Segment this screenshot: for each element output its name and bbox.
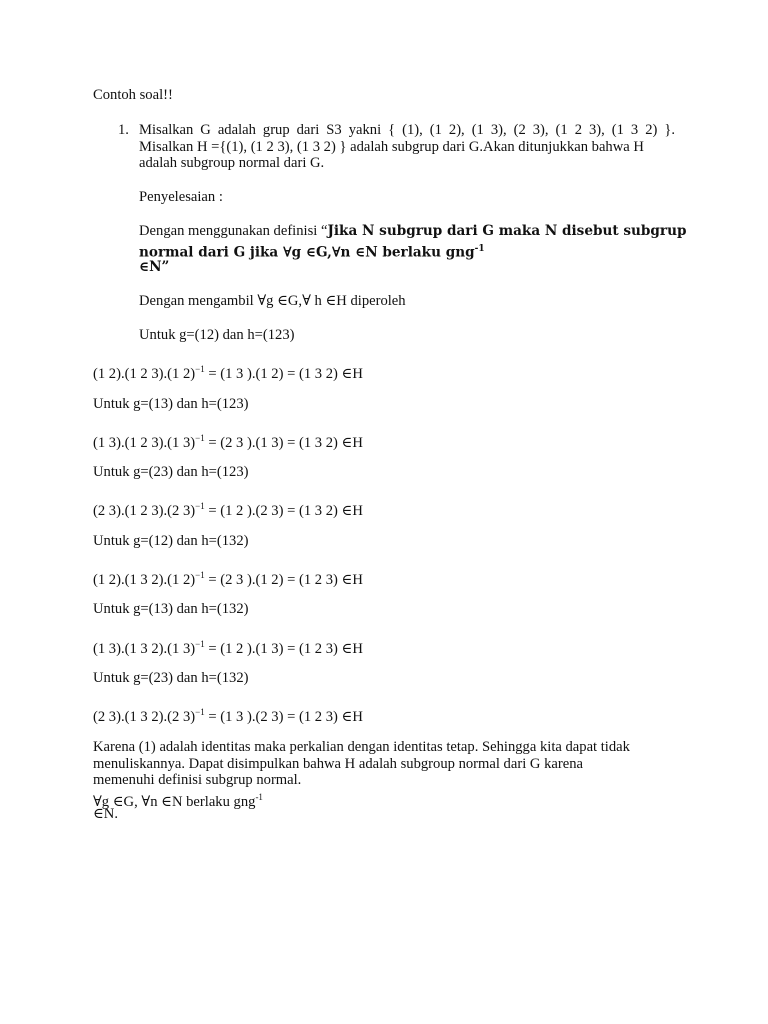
calc-a: (1 3).(1 3 2).(1 3) — [93, 640, 196, 657]
case-calculation — [93, 430, 363, 452]
taking-line: Dengan mengambil ∀g ∈G,∀ h ∈H diperoleh — [139, 293, 406, 309]
case-label: Untuk g=(23) dan h=(132) — [93, 670, 249, 686]
case-calculation — [93, 498, 363, 520]
calc-b: = (2 3 ).(1 3) = (1 3 2) ∈H — [204, 434, 363, 451]
list-number: 1. — [118, 122, 129, 138]
calc-b: = (1 3 ).(1 2) = (1 3 2) ∈H — [204, 365, 363, 382]
calc-b: = (1 3 ).(2 3) = (1 2 3) ∈H — [204, 708, 363, 725]
page-title: Contoh soal!! — [93, 87, 173, 103]
case-calculation — [93, 704, 363, 726]
calc-b: = (2 3 ).(1 2) = (1 2 3) ∈H — [204, 571, 363, 588]
case-calculation — [93, 361, 363, 383]
inverse-sup: −1 — [195, 570, 205, 580]
case-label: Untuk g=(12) dan h=(123) — [139, 327, 295, 343]
conclusion-sup: -1 — [255, 792, 263, 802]
case-label: Untuk g=(23) dan h=(123) — [93, 464, 249, 480]
definition-lead: Dengan menggunakan definisi “ — [139, 223, 328, 239]
definition-bold-1: Jika N subgrup dari G maka N disebut subgrup — [327, 223, 687, 239]
calc-a: (2 3).(1 3 2).(2 3) — [93, 708, 196, 725]
definition-sup: -1 — [474, 244, 485, 254]
conclusion-line-4 — [93, 789, 263, 811]
case-calculation — [93, 567, 363, 589]
problem-line-1: Misalkan G adalah grup dari S3 yakni { (1), (1 2), (1 3), (2 3), (1 2 3), (1 3 2) }. — [139, 122, 675, 138]
problem-line-2: Misalkan H ={(1), (1 2 3), (1 3 2) } adalah subgrup dari G.Akan ditunjukkan bahwa H — [139, 139, 644, 155]
calc-a: (1 2).(1 2 3).(1 2) — [93, 365, 196, 382]
definition-bold-2: normal dari G jika ∀g ∈G,∀n ∈N berlaku gng — [139, 244, 475, 261]
conclusion-line-1: Karena (1) adalah identitas maka perkalian dengan identitas tetap. Sehingga kita dapat tidak — [93, 739, 630, 755]
inverse-sup: −1 — [195, 433, 205, 443]
inverse-sup: −1 — [195, 364, 205, 374]
inverse-sup: −1 — [195, 639, 205, 649]
conclusion-line-5: ∈N. — [93, 806, 118, 822]
inverse-sup: −1 — [195, 501, 205, 511]
penyelesaian-label: Penyelesaian : — [139, 189, 223, 205]
conclusion-quantifiers: ∀g ∈G, ∀n ∈N berlaku gng — [93, 793, 256, 810]
calc-a: (1 3).(1 2 3).(1 3) — [93, 434, 196, 451]
calc-a: (2 3).(1 2 3).(2 3) — [93, 502, 196, 519]
calc-a: (1 2).(1 3 2).(1 2) — [93, 571, 196, 588]
calc-b: = (1 2 ).(1 3) = (1 2 3) ∈H — [204, 640, 363, 657]
case-label: Untuk g=(13) dan h=(132) — [93, 601, 249, 617]
definition-line-1 — [139, 223, 687, 240]
case-label: Untuk g=(13) dan h=(123) — [93, 396, 249, 412]
calc-b: = (1 2 ).(2 3) = (1 3 2) ∈H — [204, 502, 363, 519]
case-calculation — [93, 636, 363, 658]
definition-line-3: ∈N” — [139, 259, 170, 275]
conclusion-line-3: memenuhi definisi subgrup normal. — [93, 772, 302, 788]
conclusion-line-2: menuliskannya. Dapat disimpulkan bahwa H adalah subgroup normal dari G karena — [93, 756, 583, 772]
case-label: Untuk g=(12) dan h=(132) — [93, 533, 249, 549]
definition-line-2 — [139, 241, 485, 262]
inverse-sup: −1 — [195, 707, 205, 717]
problem-line-3: adalah subgroup normal dari G. — [139, 155, 325, 171]
